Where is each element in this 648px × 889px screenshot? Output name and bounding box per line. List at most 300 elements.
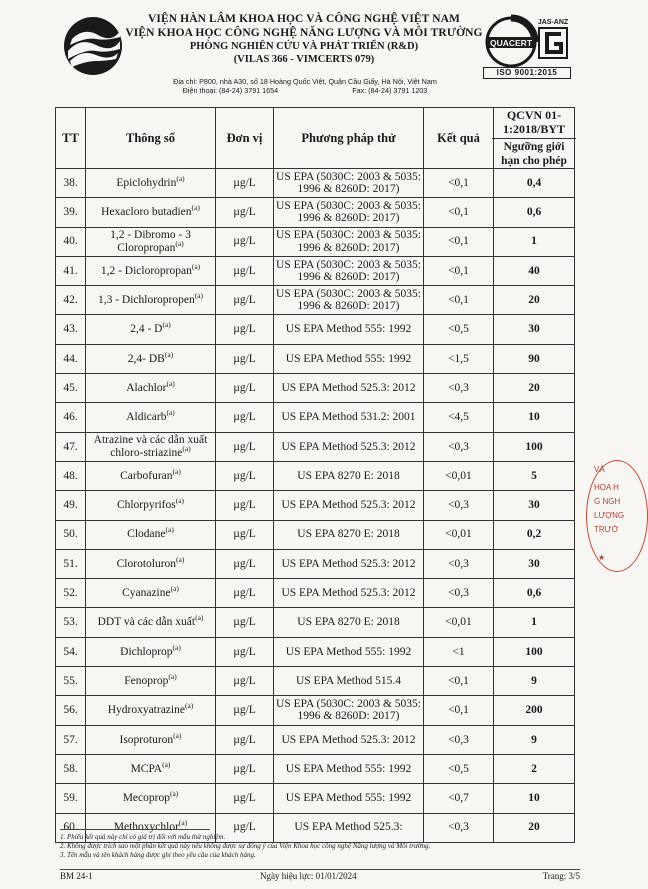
row-number-text: 57. xyxy=(63,733,78,746)
permitted-limit-text: 9 xyxy=(531,733,537,746)
parameter-name xyxy=(86,637,216,666)
unit-cell xyxy=(216,520,274,549)
result-value-text: <0,3 xyxy=(448,440,469,453)
row-number xyxy=(56,725,86,754)
parameter-name xyxy=(86,549,216,578)
row-number-text: 58. xyxy=(63,762,78,775)
parameter-name-text: 2,4- DB xyxy=(127,352,165,365)
qcvn-standard-label: QCVN 01-1:2018/BYT xyxy=(492,108,576,139)
permitted-limit-text: 0,6 xyxy=(526,587,542,600)
unit-cell-text: µg/L xyxy=(233,235,256,248)
row-number-text: 59. xyxy=(63,792,78,805)
col-header-tt: TT xyxy=(56,108,86,169)
stamp-star-icon: ★ xyxy=(598,553,606,562)
table-row xyxy=(56,374,575,403)
result-value-text: <0,1 xyxy=(448,206,469,219)
test-method-text: US EPA (5030C: 2003 & 5035: 1996 & 8260D: 2017) xyxy=(276,199,421,225)
result-value xyxy=(424,403,494,432)
table-row xyxy=(56,667,575,696)
unit-cell xyxy=(216,374,274,403)
test-method-text: US EPA Method 555: 1992 xyxy=(285,762,412,775)
unit-cell-text: µg/L xyxy=(233,557,256,570)
unit-cell-text: µg/L xyxy=(233,352,256,365)
row-number-text: 43. xyxy=(63,323,78,336)
permitted-limit xyxy=(494,461,575,490)
test-method xyxy=(274,227,424,256)
unit-cell xyxy=(216,754,274,783)
result-value xyxy=(424,784,494,813)
page-number: Trang: 3/5 xyxy=(542,871,580,881)
test-method-text: US EPA Method 525.3: 2012 xyxy=(281,499,416,512)
accreditation-mark: (a) xyxy=(162,760,171,769)
test-method-text: US EPA Method 525.3: 2012 xyxy=(281,440,416,453)
row-number xyxy=(56,696,86,725)
parameter-name xyxy=(86,491,216,520)
result-value-text: <0,01 xyxy=(445,528,472,541)
permitted-limit xyxy=(494,315,575,344)
permitted-limit xyxy=(494,637,575,666)
col-header-qcvn xyxy=(494,108,575,169)
result-value-text: <0,3 xyxy=(448,557,469,570)
accreditation-mark: (a) xyxy=(191,261,201,271)
accreditation-mark: (a) xyxy=(175,496,185,506)
test-method-text: US EPA 8270 E: 2018 xyxy=(297,528,400,541)
test-method xyxy=(274,696,424,725)
result-value-text: <0,1 xyxy=(448,264,469,277)
result-value-text: <0,3 xyxy=(448,587,469,600)
table-header-row xyxy=(56,108,575,169)
table-row xyxy=(56,608,575,637)
test-method xyxy=(274,754,424,783)
parameter-name-text: 2,4 - D xyxy=(130,323,163,336)
row-number-text: 55. xyxy=(63,674,78,687)
permitted-limit-text: 1 xyxy=(531,616,537,629)
accreditation-mark: (a) xyxy=(182,443,191,453)
result-value xyxy=(424,520,494,549)
org-name-line1: VIỆN HÀN LÂM KHOA HỌC VÀ CÔNG NGHỆ VIỆT NAM xyxy=(148,13,460,25)
parameter-name xyxy=(86,198,216,227)
parameter-name-text: Mecoprop xyxy=(122,792,170,805)
accreditation-mark: (a) xyxy=(168,672,177,682)
parameter-name-text: Hexacloro butadien xyxy=(101,206,192,219)
result-value-text: <0,3 xyxy=(448,733,469,746)
row-number xyxy=(56,198,86,227)
test-method-text: US EPA (5030C: 2003 & 5035: 1996 & 8260D: 2017) xyxy=(276,287,421,313)
parameter-name-text: 1,3 - Dichloropropen xyxy=(97,294,195,307)
test-method xyxy=(274,637,424,666)
contact-line xyxy=(110,86,500,95)
stamp-text-5: TRƯỜ xyxy=(594,525,619,534)
table-row xyxy=(56,315,575,344)
table-row xyxy=(56,344,575,373)
test-method-text: US EPA Method 525.3: 2012 xyxy=(281,381,416,394)
test-method-text: US EPA Method 555: 1992 xyxy=(285,792,412,805)
test-method xyxy=(274,491,424,520)
parameter-name-text: Alachlor xyxy=(126,381,167,394)
permitted-limit xyxy=(494,725,575,754)
result-value-text: <0,3 xyxy=(448,381,469,394)
cert-brand-text: QUACERT xyxy=(489,38,533,48)
row-number xyxy=(56,549,86,578)
result-value-text: <0,1 xyxy=(448,704,469,717)
result-value-text: <1,5 xyxy=(448,352,469,365)
row-number xyxy=(56,315,86,344)
accreditation-mark: (a) xyxy=(170,584,179,594)
result-value-text: <0,3 xyxy=(448,821,469,834)
parameter-name xyxy=(86,754,216,783)
unit-cell xyxy=(216,491,274,520)
row-number xyxy=(56,461,86,490)
table-row xyxy=(56,784,575,813)
result-value-text: <0,1 xyxy=(448,294,469,307)
result-value-text: <1 xyxy=(452,645,465,658)
official-stamp-fragment xyxy=(586,460,626,580)
parameter-name-text: Chlorpyrifos xyxy=(116,499,176,512)
table-row xyxy=(56,461,575,490)
result-value xyxy=(424,169,494,198)
unit-cell xyxy=(216,198,274,227)
permitted-limit-text: 100 xyxy=(525,440,543,453)
parameter-name xyxy=(86,227,216,256)
result-value xyxy=(424,667,494,696)
permitted-limit xyxy=(494,432,575,461)
table-row xyxy=(56,169,575,198)
result-value xyxy=(424,198,494,227)
unit-cell xyxy=(216,227,274,256)
result-value-text: <0,5 xyxy=(448,323,469,336)
unit-cell xyxy=(216,579,274,608)
parameter-name-text: Clorotoluron xyxy=(116,557,177,570)
permitted-limit xyxy=(494,784,575,813)
row-number xyxy=(56,374,86,403)
test-method xyxy=(274,579,424,608)
row-number-text: 47. xyxy=(63,440,78,453)
unit-cell-text: µg/L xyxy=(233,499,256,512)
footnote-3: 3. Tên mẫu và tên khách hàng được ghi theo yêu cầu của khách hàng. xyxy=(60,851,256,859)
test-method-text: US EPA Method 555: 1992 xyxy=(285,352,412,365)
unit-cell xyxy=(216,784,274,813)
accreditation-codes: (VILAS 366 - VIMCERTS 079) xyxy=(233,54,375,65)
permitted-limit-text: 0,4 xyxy=(526,176,542,189)
result-value xyxy=(424,549,494,578)
row-number xyxy=(56,286,86,315)
department-name: PHÒNG NGHIÊN CỨU VÀ PHÁT TRIỂN (R&D) xyxy=(189,41,419,52)
parameter-name-text: Atrazine và các dẫn xuất chloro-striazine xyxy=(93,434,208,459)
parameter-name-text: Isoproturon xyxy=(119,733,174,746)
result-value-text: <0,5 xyxy=(448,762,469,775)
unit-cell xyxy=(216,637,274,666)
results-table xyxy=(55,107,575,843)
row-number-text: 45. xyxy=(63,381,78,394)
test-method-text: US EPA Method 531.2: 2001 xyxy=(281,411,416,424)
unit-cell xyxy=(216,549,274,578)
unit-cell-text: µg/L xyxy=(233,176,256,189)
col-header-unit: Đơn vị xyxy=(216,108,274,169)
parameter-name xyxy=(86,520,216,549)
result-value xyxy=(424,344,494,373)
result-value xyxy=(424,286,494,315)
table-row xyxy=(56,637,575,666)
institute-logo-icon xyxy=(62,15,124,77)
permitted-limit xyxy=(494,520,575,549)
stamp-text-2: HOA H xyxy=(594,483,619,492)
unit-cell xyxy=(216,667,274,696)
accreditation-mark: (a) xyxy=(172,642,181,652)
row-number-text: 46. xyxy=(63,411,78,424)
test-method xyxy=(274,608,424,637)
parameter-name xyxy=(86,461,216,490)
page-footer xyxy=(60,869,580,881)
form-code: BM 24-1 xyxy=(60,871,93,881)
test-method xyxy=(274,315,424,344)
stamp-text-3: G NGH xyxy=(594,497,621,506)
row-number xyxy=(56,754,86,783)
test-method-text: US EPA Method 525.3: 2012 xyxy=(281,587,416,600)
row-number-text: 38. xyxy=(63,176,78,189)
accreditation-mark: (a) xyxy=(165,525,174,535)
row-number-text: 54. xyxy=(63,645,78,658)
parameter-name xyxy=(86,315,216,344)
permitted-limit xyxy=(494,549,575,578)
limit-label: Ngưỡng giới hạn cho phép xyxy=(501,141,567,167)
permitted-limit-text: 9 xyxy=(531,674,537,687)
result-value xyxy=(424,608,494,637)
parameter-name-text: Cyanazine xyxy=(122,587,171,600)
test-method-text: US EPA Method 525.3: 2012 xyxy=(281,557,416,570)
permitted-limit-text: 90 xyxy=(528,352,540,365)
table-row xyxy=(56,579,575,608)
accreditation-mark: (a) xyxy=(162,320,171,330)
row-number xyxy=(56,579,86,608)
unit-cell-text: µg/L xyxy=(233,528,256,541)
parameter-name-text: Clodane xyxy=(127,528,166,541)
test-method xyxy=(274,198,424,227)
table-row xyxy=(56,256,575,285)
result-value xyxy=(424,227,494,256)
test-method xyxy=(274,784,424,813)
org-name-line2: VIỆN KHOA HỌC CÔNG NGHỆ NĂNG LƯỢNG VÀ MÔI TRƯỜNG xyxy=(125,27,483,39)
result-value-text: <0,01 xyxy=(445,469,472,482)
valid-from-date: Ngày hiệu lực: 01/01/2024 xyxy=(260,871,357,881)
unit-cell xyxy=(216,344,274,373)
result-value xyxy=(424,696,494,725)
parameter-name xyxy=(86,286,216,315)
unit-cell-text: µg/L xyxy=(233,411,256,424)
footnotes xyxy=(60,833,580,860)
row-number xyxy=(56,344,86,373)
unit-cell xyxy=(216,286,274,315)
unit-cell-text: µg/L xyxy=(233,762,256,775)
row-number-text: 60. xyxy=(63,821,78,834)
parameter-name-text: 1,2 - Dicloropropan xyxy=(100,264,192,277)
unit-cell-text: µg/L xyxy=(233,264,256,277)
permitted-limit xyxy=(494,286,575,315)
unit-cell-text: µg/L xyxy=(233,294,256,307)
test-method-text: US EPA (5030C: 2003 & 5035: 1996 & 8260D: 2017) xyxy=(276,170,421,196)
result-value xyxy=(424,754,494,783)
accreditation-mark: (a) xyxy=(175,238,184,248)
row-number xyxy=(56,491,86,520)
table-row xyxy=(56,725,575,754)
test-method xyxy=(274,403,424,432)
result-value-text: <0,1 xyxy=(448,176,469,189)
row-number-text: 50. xyxy=(63,528,78,541)
jas-anz-text: JAS-ANZ xyxy=(537,19,569,26)
result-value xyxy=(424,461,494,490)
test-method-text: US EPA 8270 E: 2018 xyxy=(297,616,400,629)
unit-cell-text: µg/L xyxy=(233,792,256,805)
test-method-text: US EPA Method 555: 1992 xyxy=(285,323,412,336)
row-number xyxy=(56,256,86,285)
result-value-text: <0,1 xyxy=(448,235,469,248)
accreditation-mark: (a) xyxy=(166,379,175,389)
parameter-name xyxy=(86,608,216,637)
parameter-name xyxy=(86,784,216,813)
permitted-limit-text: 30 xyxy=(528,323,540,336)
table-row xyxy=(56,286,575,315)
table-body xyxy=(56,169,575,843)
accreditation-mark: (a) xyxy=(176,554,185,564)
unit-cell-text: µg/L xyxy=(233,469,256,482)
phone-text: Điện thoại: (84-24) 3791 1654 xyxy=(182,86,279,95)
unit-cell xyxy=(216,169,274,198)
parameter-name xyxy=(86,667,216,696)
permitted-limit-text: 0,2 xyxy=(526,528,542,541)
accreditation-mark: (a) xyxy=(169,789,179,799)
test-method xyxy=(274,256,424,285)
permitted-limit xyxy=(494,491,575,520)
result-value xyxy=(424,315,494,344)
parameter-name-text: Methoxychlor xyxy=(113,821,179,834)
accreditation-mark: (a) xyxy=(166,408,175,418)
accreditation-mark: (a) xyxy=(178,818,188,828)
permitted-limit xyxy=(494,696,575,725)
parameter-name-text: Aldicarb xyxy=(126,411,167,424)
permitted-limit-text: 20 xyxy=(528,381,540,394)
test-method xyxy=(274,725,424,754)
permitted-limit-text: 10 xyxy=(528,792,540,805)
unit-cell xyxy=(216,725,274,754)
permitted-limit-text: 20 xyxy=(528,821,540,834)
unit-cell-text: µg/L xyxy=(233,616,256,629)
unit-cell-text: µg/L xyxy=(233,381,256,394)
table-row xyxy=(56,227,575,256)
result-value-text: <0,7 xyxy=(448,792,469,805)
permitted-limit xyxy=(494,256,575,285)
row-number-text: 49. xyxy=(63,499,78,512)
unit-cell-text: µg/L xyxy=(233,587,256,600)
unit-cell-text: µg/L xyxy=(233,821,256,834)
row-number xyxy=(56,169,86,198)
table-row xyxy=(56,520,575,549)
result-value xyxy=(424,725,494,754)
result-value-text: <0,01 xyxy=(445,616,472,629)
parameter-name xyxy=(86,579,216,608)
table-row xyxy=(56,696,575,725)
unit-cell xyxy=(216,608,274,637)
col-header-method: Phương pháp thử xyxy=(274,108,424,169)
stamp-text-1: VÀ xyxy=(594,465,605,474)
permitted-limit-text: 30 xyxy=(528,499,540,512)
permitted-limit xyxy=(494,579,575,608)
permitted-limit xyxy=(494,344,575,373)
permitted-limit xyxy=(494,198,575,227)
row-number-text: 51. xyxy=(63,557,78,570)
permitted-limit-text: 30 xyxy=(528,557,540,570)
unit-cell xyxy=(216,256,274,285)
permitted-limit-text: 20 xyxy=(528,294,540,307)
accreditation-mark: (a) xyxy=(184,701,194,711)
unit-cell xyxy=(216,315,274,344)
accreditation-mark: (a) xyxy=(194,291,204,301)
footnote-1: 1. Phiếu kết quả này chỉ có giá trị đối với mẫu thử nghiệm. xyxy=(60,833,226,841)
footnote-divider xyxy=(60,829,210,830)
unit-cell-text: µg/L xyxy=(233,440,256,453)
accreditation-mark: (a) xyxy=(172,467,181,477)
permitted-limit-text: 2 xyxy=(531,762,537,775)
accreditation-mark: (a) xyxy=(195,613,204,623)
unit-cell xyxy=(216,461,274,490)
result-value xyxy=(424,491,494,520)
test-method-text: US EPA Method 515.4 xyxy=(295,674,401,687)
unit-cell-text: µg/L xyxy=(233,704,256,717)
unit-cell-text: µg/L xyxy=(233,645,256,658)
row-number-text: 52. xyxy=(63,587,78,600)
parameter-name xyxy=(86,725,216,754)
result-value xyxy=(424,374,494,403)
permitted-limit-text: 5 xyxy=(531,469,537,482)
row-number xyxy=(56,520,86,549)
unit-cell xyxy=(216,403,274,432)
row-number xyxy=(56,403,86,432)
row-number-text: 44. xyxy=(63,352,78,365)
permitted-limit xyxy=(494,403,575,432)
table-row xyxy=(56,198,575,227)
unit-cell-text: µg/L xyxy=(233,733,256,746)
result-value-text: <4,5 xyxy=(448,411,469,424)
result-value xyxy=(424,637,494,666)
accreditation-mark: (a) xyxy=(164,349,174,359)
result-value xyxy=(424,432,494,461)
unit-cell xyxy=(216,432,274,461)
row-number xyxy=(56,784,86,813)
table-row xyxy=(56,432,575,461)
unit-cell-text: µg/L xyxy=(233,674,256,687)
test-method-text: US EPA Method 555: 1992 xyxy=(285,645,412,658)
parameter-name-text: 1,2 - Dibromo - 3 Cloropropan xyxy=(110,229,191,254)
permitted-limit-text: 200 xyxy=(525,704,543,717)
test-method-text: US EPA Method 525.3: 2012 xyxy=(281,733,416,746)
row-number xyxy=(56,227,86,256)
test-method xyxy=(274,344,424,373)
parameter-name xyxy=(86,696,216,725)
table-row xyxy=(56,491,575,520)
permitted-limit xyxy=(494,227,575,256)
test-method xyxy=(274,549,424,578)
row-number-text: 42. xyxy=(63,294,78,307)
result-value-text: <0,3 xyxy=(448,499,469,512)
parameter-name-text: Epiclohydrin xyxy=(116,176,177,189)
test-method xyxy=(274,520,424,549)
row-number-text: 53. xyxy=(63,616,78,629)
stamp-text-4: LƯỢNG xyxy=(594,511,625,520)
permitted-limit xyxy=(494,169,575,198)
permitted-limit-text: 40 xyxy=(528,264,540,277)
row-number-text: 56. xyxy=(63,704,78,717)
parameter-name xyxy=(86,344,216,373)
test-method-text: US EPA (5030C: 2003 & 5035: 1996 & 8260D: 2017) xyxy=(276,697,421,723)
unit-cell xyxy=(216,696,274,725)
